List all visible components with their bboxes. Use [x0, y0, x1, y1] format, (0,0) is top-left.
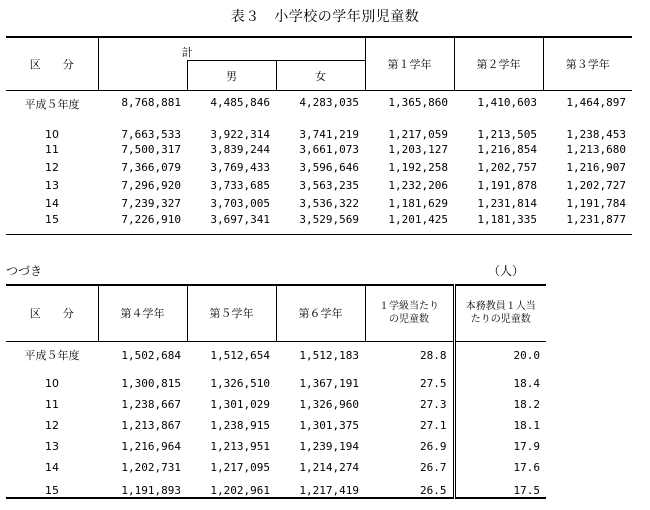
row-label: 11	[45, 398, 59, 411]
row-label: 15	[6, 474, 98, 498]
row-label: 平成５年度	[24, 349, 80, 363]
header-total: 計	[98, 37, 276, 61]
row-label: 10	[45, 377, 59, 390]
header-per-class	[365, 285, 454, 341]
cell-per-class: 27.3	[365, 390, 454, 411]
header-per-class-line1: １学級当たり	[379, 301, 439, 313]
cell-grade-2: 1,213,505	[477, 127, 537, 141]
row-label: 10	[45, 127, 59, 141]
cell-female: 3,741,219	[299, 127, 359, 141]
cell-grade-6: 1,214,274	[299, 461, 359, 474]
cell-grade-4: 1,216,964	[121, 440, 181, 453]
cell-grade-4: 1,238,667	[121, 398, 181, 411]
cell-grade-3: 1,231,877	[543, 213, 632, 235]
continued-label: つづき	[6, 264, 43, 278]
cell-male: 3,733,685	[210, 179, 270, 192]
student-count-table-part2	[6, 284, 546, 499]
table-row	[6, 177, 632, 195]
cell-grade-5: 1,326,510	[210, 377, 270, 390]
table-title: 表３ 小学校の学年別児童数	[230, 9, 420, 25]
cell-grade-2: 1,216,854	[477, 143, 537, 156]
cell-per-teacher: 20.0	[513, 348, 540, 362]
cell-grade-4: 1,502,684	[121, 348, 181, 362]
cell-male: 3,922,314	[210, 127, 270, 141]
cell-total: 8,768,881	[121, 96, 181, 109]
header-per-teacher-line1: 本務教員１人当	[465, 301, 536, 313]
cell-grade-1: 1,365,860	[388, 96, 448, 109]
cell-grade-3: 1,216,907	[566, 161, 626, 174]
cell-grade-5: 1,213,951	[210, 440, 270, 453]
cell-grade-6: 1,367,191	[299, 377, 359, 390]
header-grade-4: 第４学年	[98, 285, 187, 341]
row-label: 平成５年度	[24, 98, 80, 111]
cell-grade-5: 1,301,029	[210, 398, 270, 411]
cell-grade-4: 1,213,867	[121, 419, 181, 432]
row-label: 13	[45, 440, 59, 453]
cell-total: 7,663,533	[121, 127, 181, 141]
header-male: 男	[187, 61, 276, 91]
cell-total: 7,239,327	[121, 197, 181, 210]
header-grade-2: 第２学年	[454, 37, 543, 91]
cell-grade-1: 1,181,629	[388, 197, 448, 210]
cell-grade-5: 1,217,095	[210, 461, 270, 474]
cell-grade-6: 1,512,183	[299, 348, 359, 362]
cell-grade-4: 1,191,893	[98, 474, 187, 498]
cell-grade-5: 1,512,654	[210, 348, 270, 362]
cell-female: 3,529,569	[276, 213, 365, 235]
header-category-2: 区 分	[6, 285, 98, 341]
header-per-teacher	[454, 285, 546, 341]
cell-grade-1: 1,192,258	[388, 161, 448, 174]
header-total-spacer	[276, 37, 365, 61]
cell-grade-1: 1,201,425	[365, 213, 454, 235]
cell-grade-1: 1,217,059	[388, 127, 448, 141]
cell-female: 3,596,646	[299, 161, 359, 174]
cell-grade-5: 1,202,961	[187, 474, 276, 498]
cell-grade-4: 1,300,815	[121, 377, 181, 390]
cell-grade-3: 1,464,897	[566, 96, 626, 109]
header-per-class-line2: の児童数	[389, 314, 429, 326]
cell-male: 3,839,244	[210, 143, 270, 156]
table-row	[6, 115, 632, 141]
cell-grade-6: 1,326,960	[299, 398, 359, 411]
cell-per-teacher: 17.5	[454, 474, 546, 498]
cell-grade-6: 1,217,419	[276, 474, 365, 498]
cell-grade-3: 1,213,680	[566, 143, 626, 156]
cell-grade-4: 1,202,731	[121, 461, 181, 474]
cell-female: 3,536,322	[299, 197, 359, 210]
row-label: 12	[45, 419, 59, 432]
cell-female: 3,661,073	[299, 143, 359, 156]
row-label: 13	[45, 179, 59, 192]
cell-per-teacher: 18.2	[513, 398, 540, 411]
table-row	[6, 390, 546, 411]
cell-per-class: 28.8	[365, 341, 454, 369]
row-label: 14	[45, 197, 59, 210]
cell-per-teacher: 17.9	[513, 440, 540, 453]
cell-male: 3,703,005	[210, 197, 270, 210]
cell-per-class: 26.5	[365, 474, 454, 498]
cell-per-class: 26.7	[365, 453, 454, 474]
cell-female: 4,283,035	[299, 96, 359, 109]
table-row	[6, 411, 546, 432]
cell-total: 7,500,317	[121, 143, 181, 156]
row-label: 12	[45, 161, 59, 174]
table-row	[6, 91, 632, 115]
cell-total: 7,226,910	[98, 213, 187, 235]
header-category: 区 分	[6, 37, 98, 91]
header-female: 女	[276, 61, 365, 91]
cell-per-teacher: 18.1	[513, 419, 540, 432]
cell-grade-1: 1,232,206	[388, 179, 448, 192]
table-row	[6, 369, 546, 390]
cell-grade-6: 1,239,194	[299, 440, 359, 453]
table-row	[6, 453, 546, 474]
table-row	[6, 474, 546, 498]
cell-female: 3,563,235	[299, 179, 359, 192]
cell-grade-2: 1,191,878	[477, 179, 537, 192]
header-grade-6: 第６学年	[276, 285, 365, 341]
cell-male: 4,485,846	[210, 96, 270, 109]
cell-grade-2: 1,202,757	[477, 161, 537, 174]
table-row	[6, 195, 632, 213]
table-row	[6, 141, 632, 159]
cell-per-class: 26.9	[365, 432, 454, 453]
cell-grade-3: 1,238,453	[566, 127, 626, 141]
row-label: 15	[6, 213, 98, 235]
cell-grade-3: 1,202,727	[566, 179, 626, 192]
table-row	[6, 432, 546, 453]
cell-male: 3,697,341	[187, 213, 276, 235]
student-count-table-part1	[6, 36, 632, 235]
cell-total: 7,366,079	[121, 161, 181, 174]
table-row	[6, 213, 632, 235]
cell-per-teacher: 17.6	[513, 461, 540, 474]
header-per-teacher-line2: たりの児童数	[470, 314, 531, 326]
cell-grade-1: 1,203,127	[388, 143, 448, 156]
table-row	[6, 159, 632, 177]
row-label: 11	[45, 143, 59, 156]
cell-grade-3: 1,191,784	[566, 197, 626, 210]
cell-male: 3,769,433	[210, 161, 270, 174]
header-grade-3: 第３学年	[543, 37, 632, 91]
cell-per-class: 27.5	[365, 369, 454, 390]
cell-grade-6: 1,301,375	[299, 419, 359, 432]
cell-per-class: 27.1	[365, 411, 454, 432]
header-grade-1: 第１学年	[365, 37, 454, 91]
cell-grade-2: 1,181,335	[454, 213, 543, 235]
header-total-blank	[98, 61, 187, 91]
cell-grade-5: 1,238,915	[210, 419, 270, 432]
table-row	[6, 341, 546, 369]
cell-total: 7,296,920	[121, 179, 181, 192]
unit-label: （人）	[488, 264, 525, 278]
cell-per-teacher: 18.4	[513, 377, 540, 390]
header-grade-5: 第５学年	[187, 285, 276, 341]
cell-grade-2: 1,410,603	[477, 96, 537, 109]
row-label: 14	[45, 461, 59, 474]
cell-grade-2: 1,231,814	[477, 197, 537, 210]
